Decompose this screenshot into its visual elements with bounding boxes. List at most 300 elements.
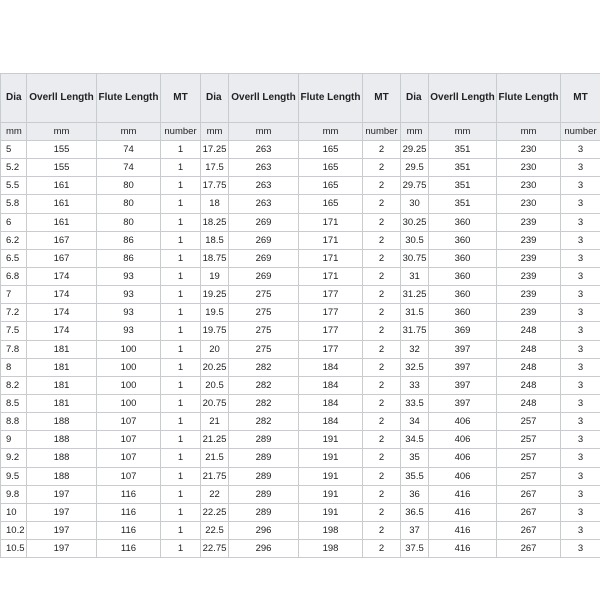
table-cell: 184 [299, 394, 363, 412]
table-cell: 19.25 [201, 286, 229, 304]
table-cell: 1 [161, 485, 201, 503]
table-cell: 351 [429, 141, 497, 159]
table-cell: 181 [27, 376, 97, 394]
table-cell: 275 [229, 286, 299, 304]
table-cell: 181 [27, 358, 97, 376]
table-cell: 296 [229, 521, 299, 539]
table-cell: 1 [161, 340, 201, 358]
table-cell: 406 [429, 449, 497, 467]
table-cell: 177 [299, 304, 363, 322]
table-cell: 230 [497, 195, 561, 213]
table-cell: 239 [497, 286, 561, 304]
table-cell: 2 [363, 431, 401, 449]
table-cell: 2 [363, 413, 401, 431]
table-row [1, 503, 600, 521]
table-cell: 165 [299, 141, 363, 159]
table-cell: 184 [299, 376, 363, 394]
unit-header: mm [497, 123, 561, 141]
table-cell: 416 [429, 503, 497, 521]
table-cell: 86 [97, 231, 161, 249]
table-cell: 30.75 [401, 249, 429, 267]
table-cell: 177 [299, 340, 363, 358]
unit-header: mm [1, 123, 27, 141]
table-row [1, 540, 600, 558]
table-cell: 397 [429, 376, 497, 394]
table-cell: 174 [27, 267, 97, 285]
table-cell: 167 [27, 249, 97, 267]
table-row [1, 249, 600, 267]
table-cell: 20.25 [201, 358, 229, 376]
table-cell: 184 [299, 358, 363, 376]
table-cell: 174 [27, 286, 97, 304]
table-body [1, 141, 600, 558]
table-cell: 239 [497, 231, 561, 249]
table-cell: 34 [401, 413, 429, 431]
table-cell: 3 [561, 213, 600, 231]
table-cell: 267 [497, 485, 561, 503]
unit-header: mm [27, 123, 97, 141]
table-cell: 2 [363, 249, 401, 267]
table-cell: 93 [97, 304, 161, 322]
table-cell: 197 [27, 521, 97, 539]
table-cell: 1 [161, 394, 201, 412]
table-cell: 30.5 [401, 231, 429, 249]
table-cell: 17.5 [201, 159, 229, 177]
table-cell: 360 [429, 213, 497, 231]
table-cell: 30.25 [401, 213, 429, 231]
table-cell: 269 [229, 267, 299, 285]
table-row [1, 177, 600, 195]
table-cell: 2 [363, 267, 401, 285]
column-header: Dia [201, 74, 229, 123]
table-cell: 2 [363, 394, 401, 412]
table-cell: 181 [27, 394, 97, 412]
table-cell: 416 [429, 521, 497, 539]
table-cell: 8 [1, 358, 27, 376]
table-cell: 174 [27, 322, 97, 340]
table-cell: 3 [561, 413, 600, 431]
unit-header: mm [97, 123, 161, 141]
table-cell: 397 [429, 340, 497, 358]
table-cell: 269 [229, 249, 299, 267]
table-cell: 1 [161, 286, 201, 304]
table-cell: 2 [363, 358, 401, 376]
table-cell: 34.5 [401, 431, 429, 449]
table-cell: 2 [363, 376, 401, 394]
table-cell: 3 [561, 431, 600, 449]
table-cell: 93 [97, 267, 161, 285]
table-cell: 8.8 [1, 413, 27, 431]
table-cell: 269 [229, 213, 299, 231]
table-cell: 107 [97, 413, 161, 431]
table-cell: 263 [229, 141, 299, 159]
table-cell: 100 [97, 376, 161, 394]
table-cell: 267 [497, 521, 561, 539]
table-cell: 248 [497, 340, 561, 358]
table-cell: 100 [97, 358, 161, 376]
table-cell: 2 [363, 340, 401, 358]
table-cell: 32 [401, 340, 429, 358]
table-cell: 37.5 [401, 540, 429, 558]
table-row [1, 267, 600, 285]
table-cell: 18.75 [201, 249, 229, 267]
unit-header: mm [429, 123, 497, 141]
table-cell: 31 [401, 267, 429, 285]
table-cell: 74 [97, 159, 161, 177]
table-cell: 80 [97, 213, 161, 231]
table-row [1, 159, 600, 177]
table-cell: 351 [429, 159, 497, 177]
table-cell: 3 [561, 322, 600, 340]
table-cell: 257 [497, 449, 561, 467]
table-cell: 33 [401, 376, 429, 394]
table-cell: 360 [429, 267, 497, 285]
table-cell: 36 [401, 485, 429, 503]
table-cell: 161 [27, 195, 97, 213]
table-cell: 22.25 [201, 503, 229, 521]
table-cell: 161 [27, 177, 97, 195]
table-cell: 239 [497, 213, 561, 231]
table-cell: 239 [497, 267, 561, 285]
table-cell: 2 [363, 286, 401, 304]
table-cell: 360 [429, 286, 497, 304]
table-cell: 1 [161, 177, 201, 195]
table-cell: 230 [497, 141, 561, 159]
table-cell: 107 [97, 449, 161, 467]
table-cell: 6.2 [1, 231, 27, 249]
table-row [1, 195, 600, 213]
table-cell: 35 [401, 449, 429, 467]
table-cell: 3 [561, 521, 600, 539]
table-cell: 282 [229, 394, 299, 412]
table-cell: 269 [229, 231, 299, 249]
unit-header: mm [229, 123, 299, 141]
table-cell: 248 [497, 322, 561, 340]
header-row [1, 74, 600, 123]
table-cell: 191 [299, 485, 363, 503]
table-cell: 3 [561, 540, 600, 558]
unit-header: mm [299, 123, 363, 141]
table-row [1, 213, 600, 231]
table-cell: 80 [97, 177, 161, 195]
table-cell: 257 [497, 467, 561, 485]
column-header: Overll Length [229, 74, 299, 123]
table-cell: 107 [97, 467, 161, 485]
table-cell: 289 [229, 431, 299, 449]
table-cell: 17.25 [201, 141, 229, 159]
table-cell: 2 [363, 540, 401, 558]
table-cell: 2 [363, 231, 401, 249]
table-cell: 282 [229, 376, 299, 394]
table-cell: 6.5 [1, 249, 27, 267]
table-cell: 188 [27, 449, 97, 467]
table-cell: 100 [97, 394, 161, 412]
table-cell: 31.75 [401, 322, 429, 340]
table-cell: 2 [363, 213, 401, 231]
table-cell: 3 [561, 159, 600, 177]
table-cell: 1 [161, 376, 201, 394]
table-cell: 3 [561, 467, 600, 485]
table-cell: 22.75 [201, 540, 229, 558]
column-header: MT [161, 74, 201, 123]
table-cell: 2 [363, 141, 401, 159]
table-cell: 1 [161, 213, 201, 231]
table-cell: 263 [229, 159, 299, 177]
table-cell: 18 [201, 195, 229, 213]
table-cell: 191 [299, 431, 363, 449]
table-cell: 1 [161, 304, 201, 322]
table-cell: 3 [561, 231, 600, 249]
units-row [1, 123, 600, 141]
table-cell: 31.25 [401, 286, 429, 304]
table-cell: 86 [97, 249, 161, 267]
table-cell: 3 [561, 376, 600, 394]
table-cell: 21.75 [201, 467, 229, 485]
table-cell: 31.5 [401, 304, 429, 322]
table-cell: 20.5 [201, 376, 229, 394]
table-cell: 275 [229, 304, 299, 322]
table-row [1, 340, 600, 358]
table-cell: 35.5 [401, 467, 429, 485]
table-cell: 198 [299, 540, 363, 558]
table-cell: 2 [363, 449, 401, 467]
table-cell: 289 [229, 467, 299, 485]
table-cell: 3 [561, 394, 600, 412]
table-cell: 19.75 [201, 322, 229, 340]
table-cell: 296 [229, 540, 299, 558]
table-cell: 1 [161, 540, 201, 558]
table-cell: 351 [429, 195, 497, 213]
table-row [1, 286, 600, 304]
table-cell: 406 [429, 413, 497, 431]
unit-header: mm [401, 123, 429, 141]
table-row [1, 521, 600, 539]
unit-header: number [161, 123, 201, 141]
table-cell: 155 [27, 159, 97, 177]
table-cell: 289 [229, 449, 299, 467]
table-cell: 22 [201, 485, 229, 503]
table-cell: 7.8 [1, 340, 27, 358]
table-cell: 10.2 [1, 521, 27, 539]
table-cell: 21 [201, 413, 229, 431]
table-cell: 1 [161, 449, 201, 467]
table-cell: 29.5 [401, 159, 429, 177]
drill-size-table [0, 73, 600, 558]
table-cell: 19.5 [201, 304, 229, 322]
table-cell: 282 [229, 413, 299, 431]
table-row [1, 485, 600, 503]
column-header: Flute Length [299, 74, 363, 123]
unit-header: mm [201, 123, 229, 141]
table-cell: 174 [27, 304, 97, 322]
table-cell: 2 [363, 304, 401, 322]
table-cell: 2 [363, 177, 401, 195]
column-header: Flute Length [497, 74, 561, 123]
table-cell: 116 [97, 521, 161, 539]
table-cell: 29.25 [401, 141, 429, 159]
table-cell: 171 [299, 249, 363, 267]
table-cell: 8.5 [1, 394, 27, 412]
table-cell: 239 [497, 249, 561, 267]
table-cell: 188 [27, 431, 97, 449]
table-cell: 18.25 [201, 213, 229, 231]
table-row [1, 467, 600, 485]
table-cell: 397 [429, 358, 497, 376]
table-cell: 198 [299, 521, 363, 539]
table-cell: 3 [561, 177, 600, 195]
table-cell: 184 [299, 413, 363, 431]
table-cell: 107 [97, 431, 161, 449]
table-cell: 230 [497, 177, 561, 195]
column-header: Flute Length [97, 74, 161, 123]
column-header: Overll Length [429, 74, 497, 123]
table-cell: 248 [497, 394, 561, 412]
table-cell: 1 [161, 358, 201, 376]
table-cell: 17.75 [201, 177, 229, 195]
table-cell: 360 [429, 249, 497, 267]
table-cell: 267 [497, 540, 561, 558]
column-header: MT [561, 74, 600, 123]
unit-header: number [363, 123, 401, 141]
table-cell: 165 [299, 159, 363, 177]
table-cell: 80 [97, 195, 161, 213]
table-cell: 397 [429, 394, 497, 412]
table-cell: 3 [561, 195, 600, 213]
table-cell: 1 [161, 322, 201, 340]
table-cell: 3 [561, 358, 600, 376]
table-cell: 275 [229, 340, 299, 358]
table-cell: 22.5 [201, 521, 229, 539]
table-cell: 1 [161, 249, 201, 267]
table-cell: 171 [299, 213, 363, 231]
table-cell: 257 [497, 431, 561, 449]
table-cell: 406 [429, 467, 497, 485]
table-row [1, 394, 600, 412]
table-cell: 21.5 [201, 449, 229, 467]
table-cell: 6.8 [1, 267, 27, 285]
table-cell: 177 [299, 286, 363, 304]
unit-header: number [561, 123, 600, 141]
table-cell: 5.8 [1, 195, 27, 213]
table-cell: 6 [1, 213, 27, 231]
table-row [1, 304, 600, 322]
table-cell: 239 [497, 304, 561, 322]
table-row [1, 141, 600, 159]
table-cell: 5 [1, 141, 27, 159]
table-cell: 165 [299, 195, 363, 213]
table-cell: 188 [27, 413, 97, 431]
table-cell: 74 [97, 141, 161, 159]
table-cell: 3 [561, 141, 600, 159]
table-cell: 5.2 [1, 159, 27, 177]
table-cell: 1 [161, 141, 201, 159]
table-cell: 7 [1, 286, 27, 304]
table-cell: 3 [561, 286, 600, 304]
table-cell: 369 [429, 322, 497, 340]
table-cell: 171 [299, 267, 363, 285]
table-cell: 29.75 [401, 177, 429, 195]
table-cell: 1 [161, 195, 201, 213]
table-cell: 188 [27, 467, 97, 485]
table-cell: 116 [97, 503, 161, 521]
table-cell: 1 [161, 267, 201, 285]
table-cell: 267 [497, 503, 561, 521]
table-cell: 9 [1, 431, 27, 449]
table-cell: 248 [497, 376, 561, 394]
table-cell: 93 [97, 286, 161, 304]
table-cell: 191 [299, 503, 363, 521]
table-cell: 3 [561, 249, 600, 267]
table-cell: 37 [401, 521, 429, 539]
table-cell: 1 [161, 231, 201, 249]
table-cell: 20.75 [201, 394, 229, 412]
table-cell: 1 [161, 431, 201, 449]
table-cell: 406 [429, 431, 497, 449]
table-row [1, 449, 600, 467]
table-cell: 3 [561, 503, 600, 521]
table-cell: 9.2 [1, 449, 27, 467]
table-row [1, 358, 600, 376]
table-cell: 263 [229, 195, 299, 213]
table-cell: 197 [27, 503, 97, 521]
table-cell: 416 [429, 540, 497, 558]
table-cell: 3 [561, 304, 600, 322]
table-cell: 1 [161, 159, 201, 177]
table-cell: 3 [561, 340, 600, 358]
table-row [1, 322, 600, 340]
table-cell: 5.5 [1, 177, 27, 195]
table-cell: 191 [299, 449, 363, 467]
table-cell: 10.5 [1, 540, 27, 558]
table-cell: 7.5 [1, 322, 27, 340]
table-cell: 7.2 [1, 304, 27, 322]
table-cell: 191 [299, 467, 363, 485]
table-cell: 289 [229, 503, 299, 521]
table-row [1, 431, 600, 449]
table-cell: 1 [161, 521, 201, 539]
table-cell: 36.5 [401, 503, 429, 521]
table-cell: 8.2 [1, 376, 27, 394]
table-cell: 2 [363, 159, 401, 177]
table-cell: 3 [561, 267, 600, 285]
table-cell: 93 [97, 322, 161, 340]
table-cell: 282 [229, 358, 299, 376]
table-cell: 1 [161, 467, 201, 485]
table-cell: 21.25 [201, 431, 229, 449]
table-cell: 171 [299, 231, 363, 249]
table-cell: 263 [229, 177, 299, 195]
table-cell: 30 [401, 195, 429, 213]
table-cell: 360 [429, 231, 497, 249]
column-header: Dia [401, 74, 429, 123]
table-cell: 19 [201, 267, 229, 285]
table-cell: 289 [229, 485, 299, 503]
table-cell: 18.5 [201, 231, 229, 249]
table-row [1, 413, 600, 431]
table-cell: 197 [27, 540, 97, 558]
table-cell: 32.5 [401, 358, 429, 376]
table-cell: 9.5 [1, 467, 27, 485]
table-cell: 33.5 [401, 394, 429, 412]
table-cell: 3 [561, 449, 600, 467]
table-cell: 416 [429, 485, 497, 503]
table-cell: 10 [1, 503, 27, 521]
table-cell: 155 [27, 141, 97, 159]
table-cell: 2 [363, 322, 401, 340]
table-cell: 2 [363, 503, 401, 521]
table-cell: 3 [561, 485, 600, 503]
table-cell: 275 [229, 322, 299, 340]
